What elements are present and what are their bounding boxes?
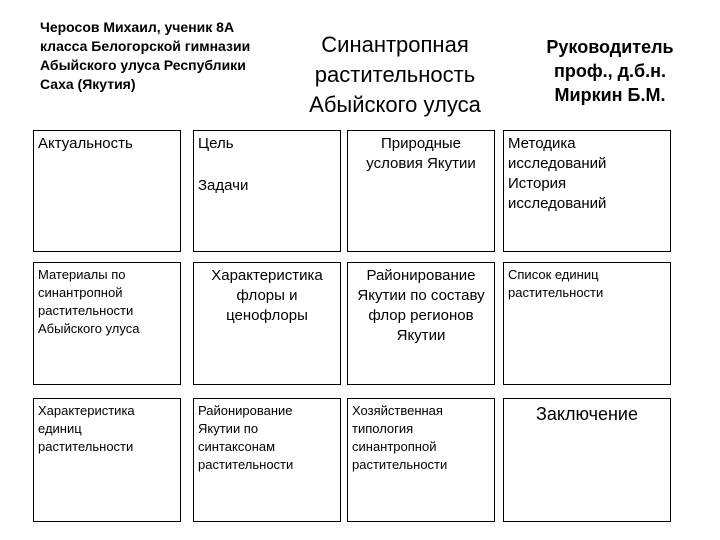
cell-flora-characteristics-label: Характеристика флоры и ценофлоры <box>211 267 323 324</box>
cell-economic-typology-label: Хозяйственная типология синантропной растительности <box>352 403 448 472</box>
cell-goal-label: Цель <box>198 135 234 152</box>
cell-units-characteristics-label: Характеристика единиц растительности <box>38 403 135 454</box>
page-title: Синантропная растительность Абыйского улуса <box>309 32 481 117</box>
cell-natural-conditions-label: Природные условия Якутии <box>366 135 476 172</box>
cell-tasks-label: Задачи <box>198 177 249 194</box>
cell-relevance-label: Актуальность <box>38 135 133 152</box>
cell-materials-label: Материалы по синантропной растительности Абыйского улуса <box>38 267 140 336</box>
cell-relevance[interactable] <box>33 130 181 252</box>
cell-vegetation-units-list[interactable] <box>503 262 671 385</box>
cell-economic-typology[interactable] <box>347 398 495 522</box>
cell-materials[interactable] <box>33 262 181 385</box>
cell-conclusion[interactable] <box>503 398 671 522</box>
cell-vegetation-units-list-label: Список единиц растительности <box>508 267 604 300</box>
cell-methods-label: Методика исследований <box>508 135 607 172</box>
cell-goal-tasks[interactable] <box>193 130 341 252</box>
cell-regionalization-flora-label: Районирование Якутии по составу флор регионов Якутии <box>357 267 485 344</box>
cell-flora-characteristics[interactable] <box>193 262 341 385</box>
cell-natural-conditions[interactable] <box>347 130 495 252</box>
supervisor-info: Руководитель проф., д.б.н. Миркин Б.М. <box>546 37 674 105</box>
cell-regionalization-syntaxa[interactable] <box>193 398 341 522</box>
cell-regionalization-syntaxa-label: Районирование Якутии по синтаксонам растительности <box>198 403 294 472</box>
cell-conclusion-label: Заключение <box>536 404 638 424</box>
cell-regionalization-flora[interactable] <box>347 262 495 385</box>
author-info: Черосов Михаил, ученик 8А класса Белогорской гимназии Абыйского улуса Республики Саха (Якутия) <box>40 19 251 92</box>
cell-units-characteristics[interactable] <box>33 398 181 522</box>
cell-history-label: История исследований <box>508 175 607 212</box>
cell-methods-history[interactable] <box>503 130 671 252</box>
